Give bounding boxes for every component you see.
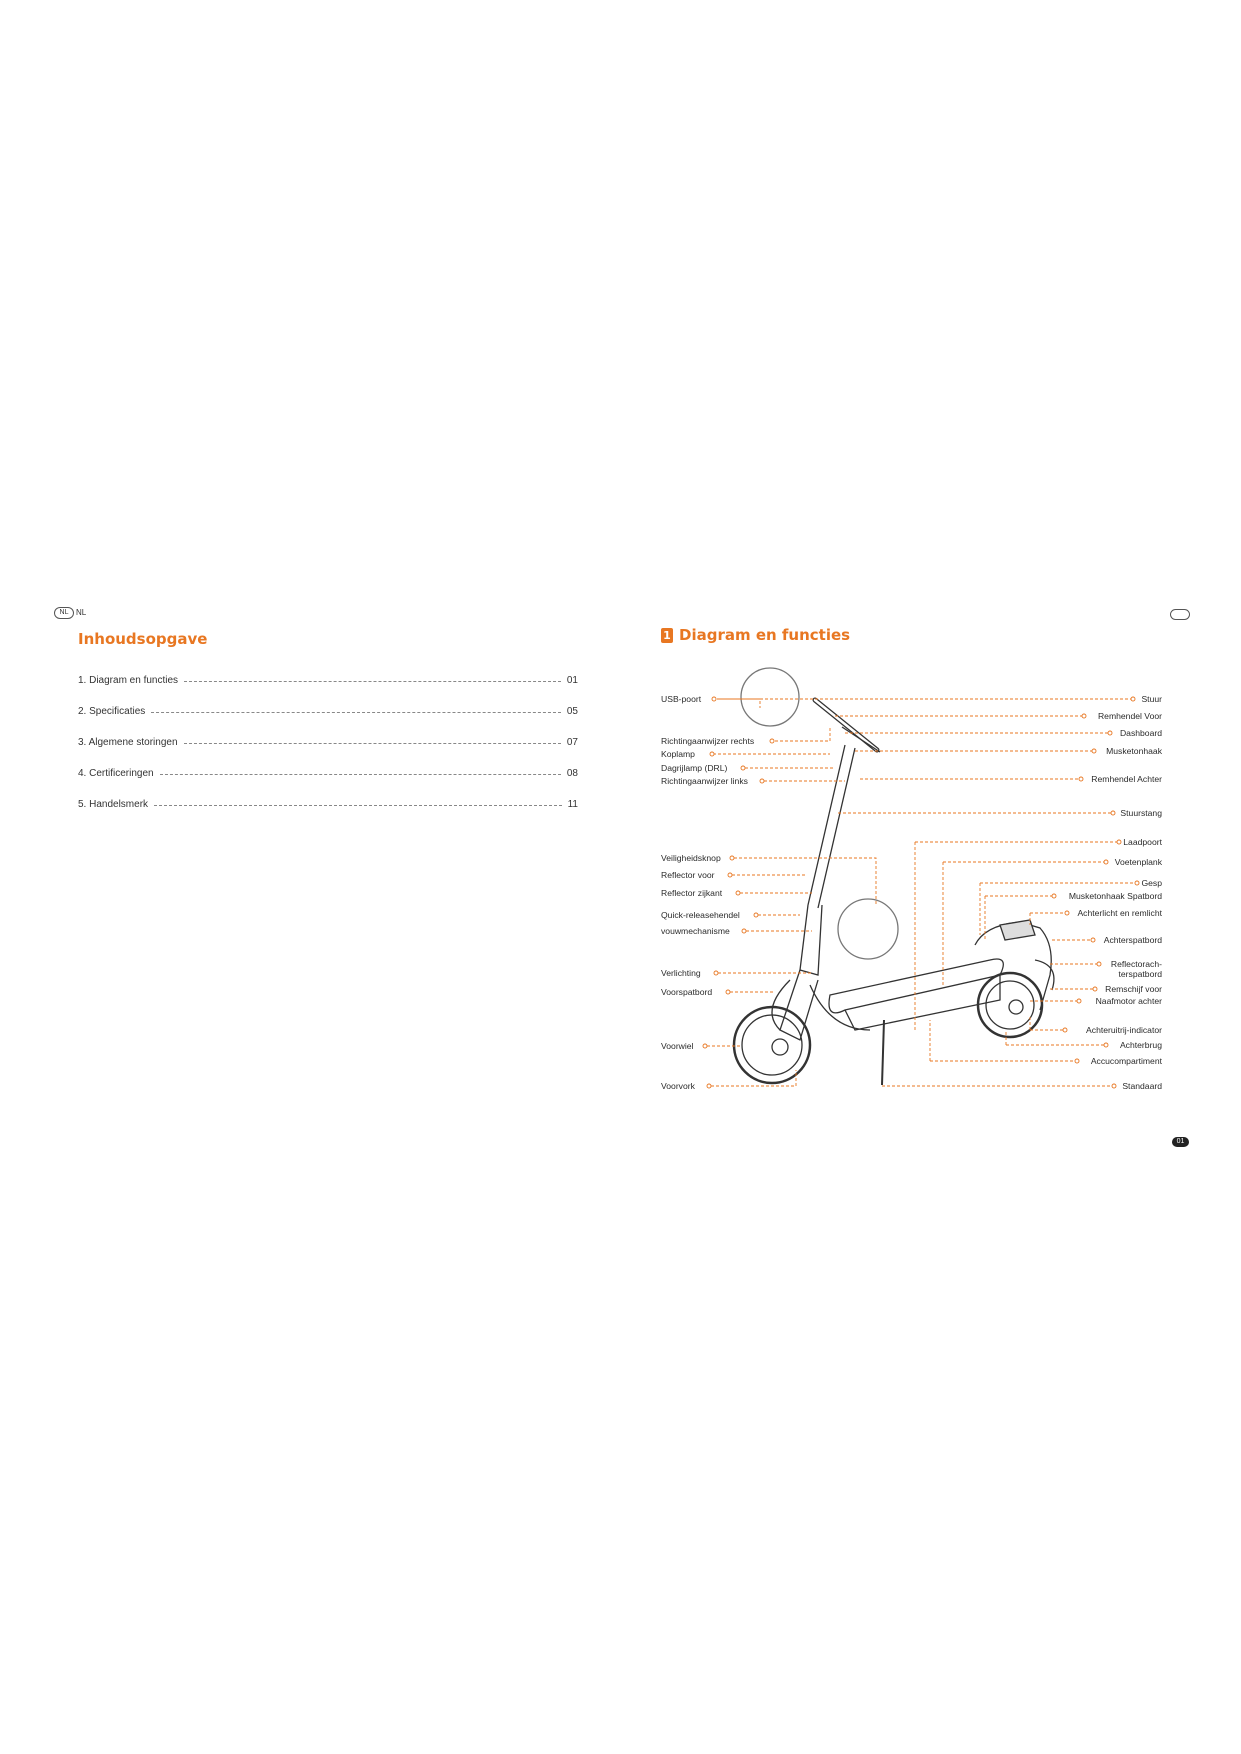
section-number: 1	[661, 628, 673, 643]
label-reflector-zijkant: Reflector zijkant	[661, 888, 723, 898]
label-reflectorachterspatbord-1: Reflectorach-	[1110, 959, 1162, 969]
label-stuurstang: Stuurstang	[1120, 808, 1162, 818]
label-musketonhaak: Musketonhaak	[1106, 746, 1162, 756]
toc-label: 4. Certificeringen	[78, 768, 154, 779]
label-naafmotor-achter: Naafmotor achter	[1095, 996, 1162, 1006]
label-musketonhaak-spatbord: Musketonhaak Spatbord	[1068, 891, 1162, 901]
label-quick-releasehendel: Quick-releasehendel	[661, 910, 740, 920]
toc-label: 2. Specificaties	[78, 706, 146, 717]
label-laadpoort: Laadpoort	[1123, 837, 1162, 847]
label-vouwmechanisme: vouwmechanisme	[661, 926, 730, 936]
label-remhendel-voor: Remhendel Voor	[1097, 711, 1162, 721]
label-dashboard: Dashboard	[1119, 728, 1162, 738]
scooter-illustration	[734, 668, 1054, 1085]
toc-page: 08	[566, 768, 578, 779]
label-verlichting: Verlichting	[661, 968, 701, 978]
label-stuur: Stuur	[1141, 694, 1162, 704]
label-usb-poort: USB-poort	[661, 694, 702, 704]
label-achterlicht-en-remlicht: Achterlicht en remlicht	[1077, 908, 1162, 918]
toc-label: 3. Algemene storingen	[78, 737, 178, 748]
label-achteruitrij-indicator: Achteruitrij-indicator	[1086, 1025, 1162, 1035]
label-richtingaanwijzer-rechts: Richtingaanwijzer rechts	[661, 736, 755, 746]
label-voorvork: Voorvork	[661, 1081, 695, 1091]
label-gesp: Gesp	[1141, 878, 1162, 888]
label-veiligheidsknop: Veiligheidsknop	[661, 853, 721, 863]
toc-page: 07	[566, 737, 578, 748]
label-reflector-voor: Reflector voor	[661, 870, 715, 880]
label-voorwiel: Voorwiel	[661, 1041, 694, 1051]
label-voorspatbord: Voorspatbord	[661, 987, 713, 997]
label-standaard: Standaard	[1122, 1081, 1162, 1091]
label-achterspatbord: Achterspatbord	[1103, 935, 1162, 945]
label-remhendel-achter: Remhendel Achter	[1091, 774, 1162, 784]
label-accucompartiment: Accucompartiment	[1090, 1056, 1162, 1066]
label-koplamp: Koplamp	[661, 749, 695, 759]
label-remschijf-voor: Remschijf voor	[1105, 984, 1162, 994]
toc-label: 1. Diagram en functies	[78, 675, 179, 686]
label-voetenplank: Voetenplank	[1114, 857, 1162, 867]
toc-label: 5. Handelsmerk	[78, 799, 149, 810]
label-achterbrug: Achterbrug	[1119, 1040, 1162, 1050]
label-dagrijlamp: Dagrijlamp (DRL)	[661, 763, 728, 773]
toc-title: Inhoudsopgave	[78, 630, 208, 648]
toc-page: 01	[566, 675, 578, 686]
language-badge: NL	[54, 607, 74, 619]
section-title-text: Diagram en functies	[679, 626, 851, 644]
right-labels	[1069, 694, 1163, 1091]
label-richtingaanwijzer-links: Richtingaanwijzer links	[661, 776, 748, 786]
toc-page: 05	[566, 706, 578, 717]
page-number: 01	[1172, 1137, 1189, 1147]
language-label: NL	[76, 608, 87, 617]
toc-page: 11	[567, 799, 578, 810]
label-reflectorachterspatbord-2: terspatbord	[1118, 969, 1162, 979]
